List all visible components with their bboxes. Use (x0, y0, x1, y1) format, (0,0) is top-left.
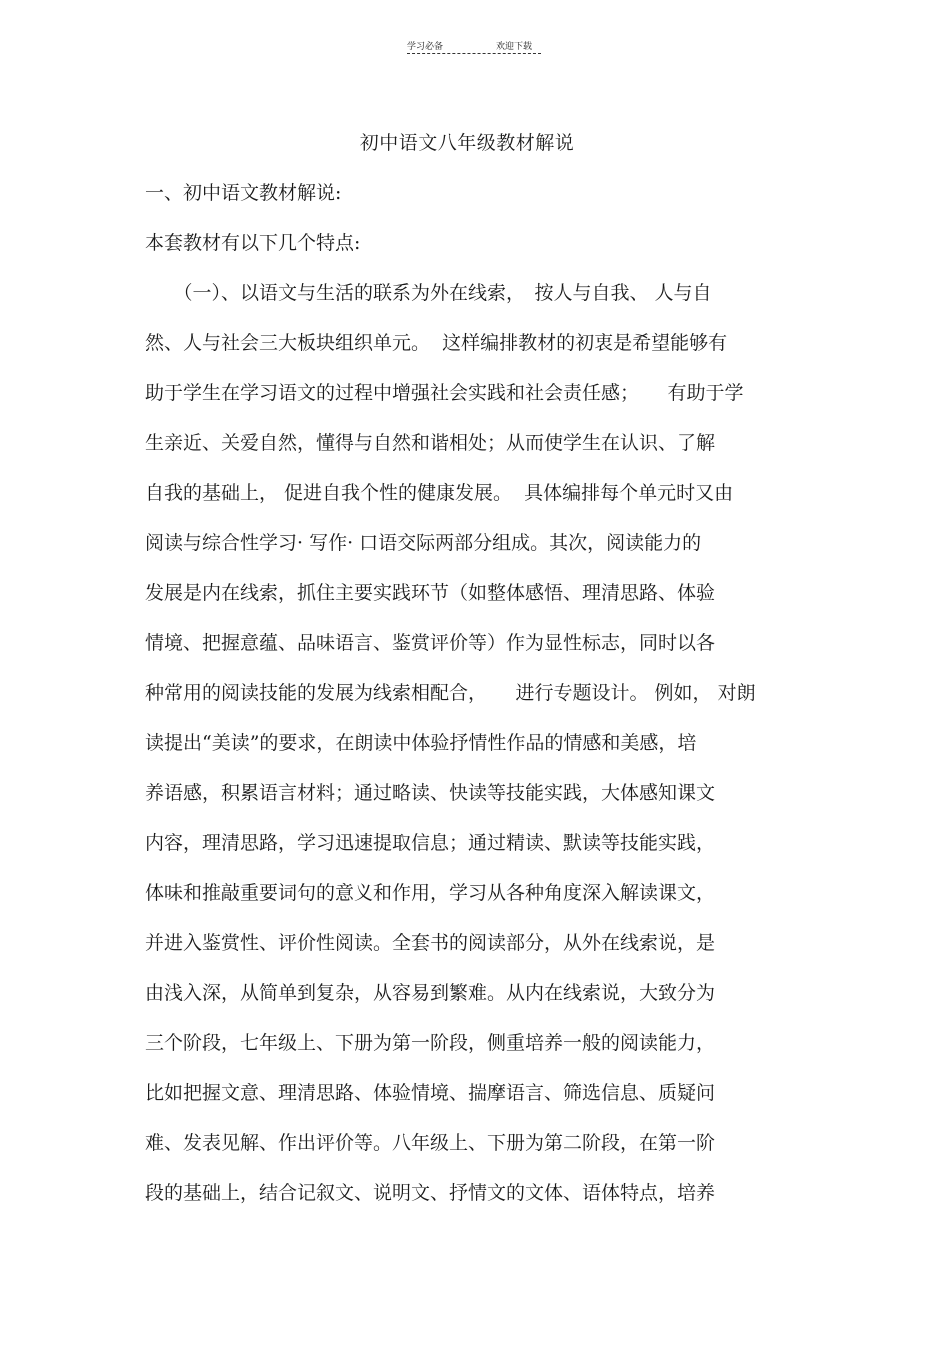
section-heading: 一、初中语文教材解说: (145, 182, 342, 204)
paragraph-line: 种常用的阅读技能的发展为线索相配合， 进行专题设计。 例如， 对朗 (145, 682, 756, 704)
header-right-text: 欢迎下载 (496, 42, 533, 52)
paragraph-line: 养语感，积累语言材料；通过略读、快读等技能实践，大体感知课文 (145, 782, 716, 804)
paragraph-line: 自我的基础上， 促进自我个性的健康发展。 具体编排每个单元时又由 (145, 482, 734, 504)
paragraph-line: 读提出“美读”的要求，在朗读中体验抒情性作品的情感和美感，培 (145, 732, 697, 754)
paragraph-line: 体味和推敲重要词句的意义和作用，学习从各种角度深入解读课文， (145, 882, 716, 904)
paragraph-line: 助于学生在学习语文的过程中增强社会实践和社会责任感； 有助于学 (145, 382, 744, 404)
paragraph-line: 难、发表见解、作出评价等。八年级上、下册为第二阶段，在第一阶 (145, 1132, 716, 1154)
paragraph-line: 情境、把握意蕴、品味语言、鉴赏评价等）作为显性标志，同时以各 (145, 632, 716, 654)
paragraph-line: 然、人与社会三大板块组织单元。 这样编排教材的初衷是希望能够有 (145, 332, 728, 354)
paragraph-line: 阅读与综合性学习· 写作· 口语交际两部分组成。其次，阅读能力的 (145, 532, 702, 554)
paragraph-line: 段的基础上，结合记叙文、说明文、抒情文的文体、语体特点，培养 (145, 1182, 716, 1204)
paragraph-line: 并进入鉴赏性、评价性阅读。全套书的阅读部分，从外在线索说，是 (145, 932, 716, 954)
paragraph-line: 由浅入深，从简单到复杂，从容易到繁难。从内在线索说，大致分为 (145, 982, 716, 1004)
paragraph-line: 比如把握文意、理清思路、体验情境、揣摩语言、筛选信息、质疑问 (145, 1082, 716, 1104)
paragraph-line: 三个阶段，七年级上、下册为第一阶段，侧重培养一般的阅读能力， (145, 1032, 716, 1054)
header-divider (407, 53, 541, 54)
header-left-text: 学习必备 (407, 42, 444, 52)
paragraph-line: 发展是内在线索，抓住主要实践环节（如整体感悟、理清思路、体验 (145, 582, 716, 604)
intro-line: 本套教材有以下几个特点: (145, 232, 361, 254)
paragraph-line: （一）、以语文与生活的联系为外在线索， 按人与自我、 人与自 (145, 282, 712, 304)
document-title: 初中语文八年级教材解说 (359, 132, 575, 154)
paragraph-line: 生亲近、关爱自然，懂得与自然和谐相处；从而使学生在认识、了解 (145, 432, 716, 454)
paragraph-line: 内容，理清思路，学习迅速提取信息；通过精读、默读等技能实践， (145, 832, 716, 854)
